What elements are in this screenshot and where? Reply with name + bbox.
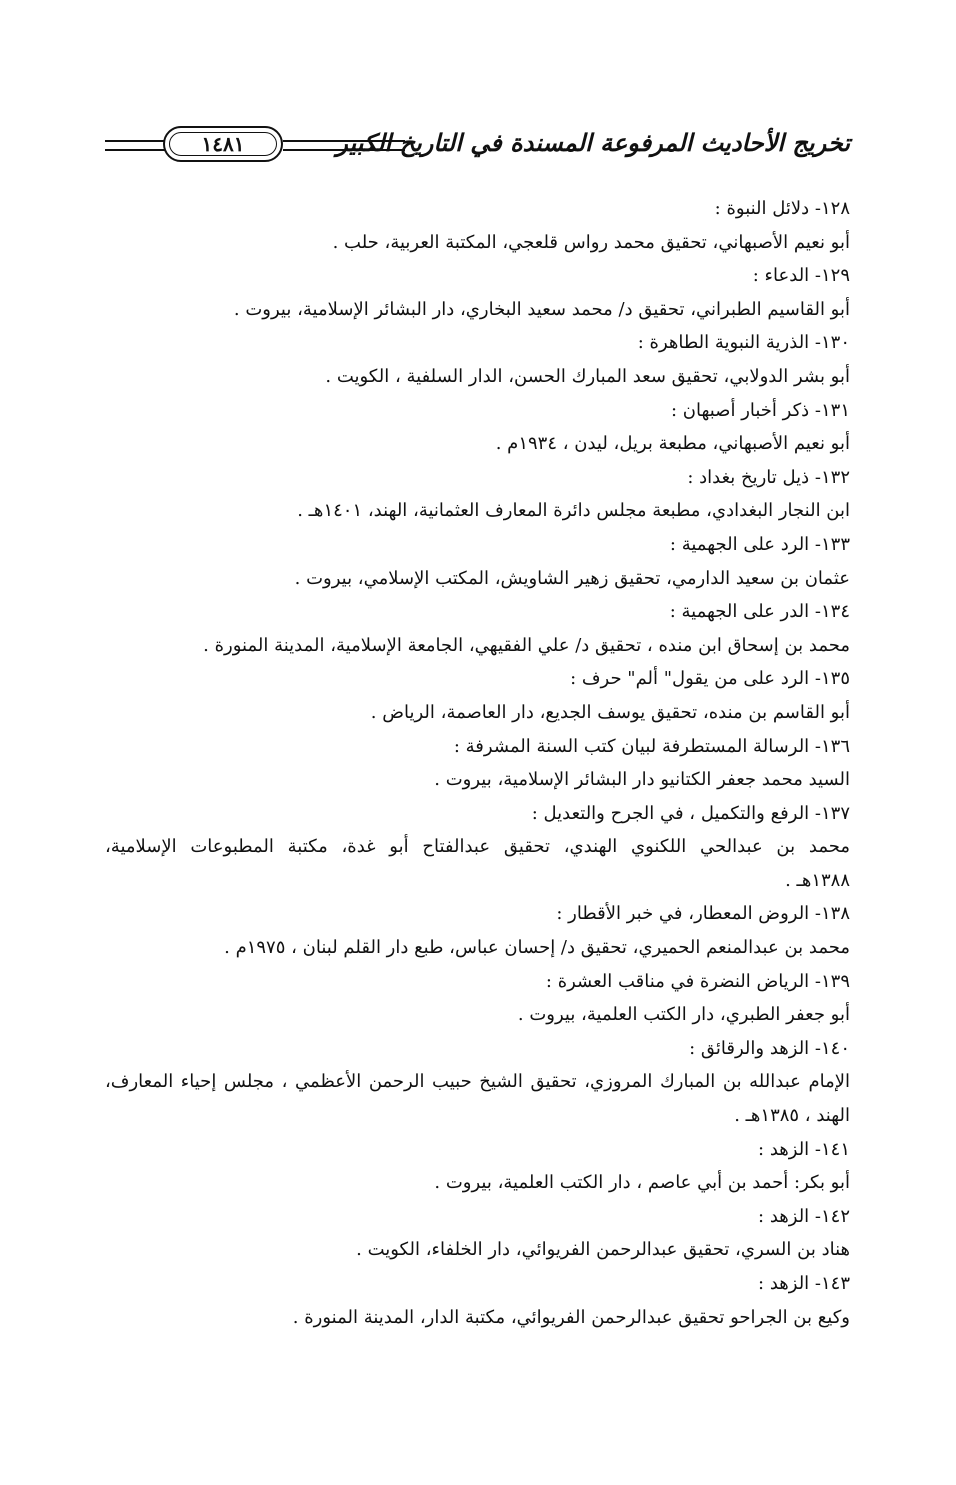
entry-136-details: السيد محمد جعفر الكتانيو دار البشائر الإسلامية، بيروت . xyxy=(434,769,850,791)
entry-129-heading: ١٢٩- الدعاء : xyxy=(752,265,850,287)
entry-141-heading: ١٤١- الزهد : xyxy=(758,1138,850,1160)
entry-131-details: أبو نعيم الأصبهاني، مطبعة بريل، ليدن ، ١٩٣٤م . xyxy=(495,433,850,455)
page-number: ١٤٨١ xyxy=(201,132,245,156)
entry-142-details: هناد بن السري، تحقيق عبدالرحمن الفريوائي، دار الخلفاء، الكويت . xyxy=(356,1239,850,1261)
entry-141-details: أبو بكر: أحمد بن أبي عاصم ، دار الكتب العلمية، بيروت . xyxy=(434,1172,850,1194)
entry-139-heading: ١٣٩- الرياض النضرة في مناقب العشرة : xyxy=(545,970,850,992)
running-title: تخريج الأحاديث المرفوعة المسندة في التاريخ الكبير xyxy=(336,128,850,157)
entry-130-heading: ١٣٠- الذرية النبوية الطاهرة : xyxy=(637,332,850,354)
entry-132-details: ابن النجار البغدادي، مطبعة مجلس دائرة المعارف العثمانية، الهند، ١٤٠١هـ . xyxy=(297,500,850,522)
entry-140-details-cont: الهند ، ١٣٨٥هـ . xyxy=(734,1105,850,1127)
entry-142-heading: ١٤٢- الزهد : xyxy=(758,1205,850,1227)
bibliography-list xyxy=(105,192,850,1334)
entry-129-details: أبو القاسيم الطبراني، تحقيق د/ محمد سعيد البخاري، دار البشائر الإسلامية، بيروت . xyxy=(233,298,850,320)
entry-133-heading: ١٣٣- الرد على الجهمية : xyxy=(669,533,850,555)
header-rule-left xyxy=(105,140,165,151)
entry-130-details: أبو بشر الدولابي، تحقيق سعد المبارك الحسن، الدار السلفية ، الكويت . xyxy=(325,365,850,387)
page-number-frame xyxy=(163,126,283,162)
entry-143-details: وكيع بن الجراحو تحقيق عبدالرحمن الفريوائي، مكتبة الدار، المدينة المنورة . xyxy=(292,1306,850,1328)
entry-140-heading: ١٤٠- الزهد والرقائق : xyxy=(689,1037,850,1059)
entry-135-details: أبو القاسم بن منده، تحقيق يوسف الجديع، دار العاصمة، الرياض . xyxy=(370,701,850,723)
page-header xyxy=(105,120,850,172)
entry-138-heading: ١٣٨- الروض المعطار، في خبر الأقطار : xyxy=(556,903,850,925)
entry-137-details: محمد بن عبدالحي اللكنوي الهندي، تحقيق عبدالفتاح أبو غدة، مكتبة المطبوعات الإسلامية، xyxy=(105,836,850,858)
entry-128-heading: ١٢٨- دلائل النبوة : xyxy=(714,198,850,219)
entry-136-heading: ١٣٦- الرسالة المستطرفة لبيان كتب السنة المشرفة : xyxy=(453,735,850,757)
entry-132-heading: ١٣٢- ذيل تاريخ بغداد : xyxy=(687,466,850,488)
entry-128-details: أبو نعيم الأصبهاني، تحقيق محمد رواس قلعجي، المكتبة العربية، حلب . xyxy=(332,231,850,253)
entry-137-heading: ١٣٧- الرفع والتكميل ، في الجرح والتعديل : xyxy=(531,802,850,824)
entry-138-details: محمد بن عبدالمنعم الحميري، تحقيق د/ إحسان عباس، طبع دار القلم لبنان ، ١٩٧٥م . xyxy=(224,937,850,959)
entry-135-heading: ١٣٥- الرد على من يقول" ألم" حرف : xyxy=(570,668,850,690)
entry-139-details: أبو جعفر الطبري، دار الكتب العلمية، بيروت . xyxy=(517,1004,850,1026)
entry-143-heading: ١٤٣- الزهد : xyxy=(758,1273,850,1294)
entry-134-heading: ١٣٤- الدر على الجهمية : xyxy=(669,601,850,623)
entry-133-details: عثمان بن سعيد الدارمي، تحقيق زهير الشاويش، المكتب الإسلامي، بيروت . xyxy=(294,567,850,589)
entry-134-details: محمد بن إسحاق ابن منده ، تحقيق د/ علي الفقيهي، الجامعة الإسلامية، المدينة المنورة . xyxy=(203,634,850,656)
entry-140-details: الإمام عبدالله بن المبارك المروزي، تحقيق الشيخ حبيب الرحمن الأعظمي ، مجلس إحياء المعارف، xyxy=(105,1071,850,1093)
entry-137-details-cont: ١٣٨٨هـ . xyxy=(785,869,850,891)
entry-131-heading: ١٣١- ذكر أخبار أصبهان : xyxy=(670,399,850,421)
